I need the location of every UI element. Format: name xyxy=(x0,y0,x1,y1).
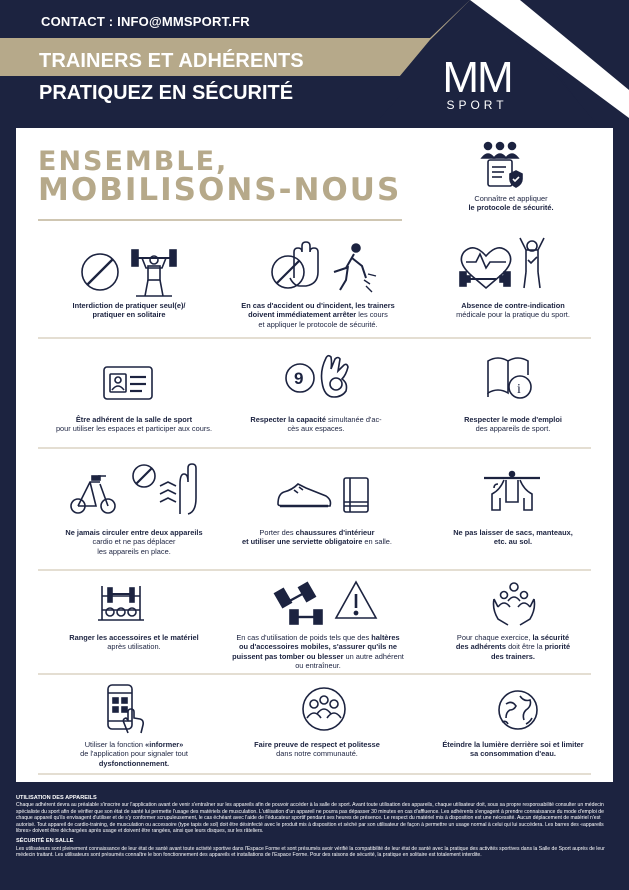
logo-sub-text: SPORT xyxy=(446,98,508,112)
store-accessories-icon xyxy=(96,582,146,622)
rule-text-part: cès aux espaces. xyxy=(287,424,345,434)
rule-text-part: des trainers. xyxy=(491,651,535,661)
row-separator xyxy=(38,337,591,339)
rule-text-part: en salle. xyxy=(362,537,392,547)
footer-section1-title: UTILISATION DES APPAREILS xyxy=(16,795,97,801)
main-title-line1: ENSEMBLE, xyxy=(38,146,229,177)
rule-text-part: Ranger les accessoires et le matériel xyxy=(69,633,199,642)
rule-text-part: Interdiction de pratiquer seul(e)/ xyxy=(72,301,186,310)
rule-text-part: Porter des xyxy=(259,528,296,537)
rule-text xyxy=(34,633,234,652)
rule-text-part: doivent immédiatement arrêter xyxy=(248,310,357,320)
rule-text-part: etc. au sol. xyxy=(493,537,533,547)
rule-text-part: simultanée d'ac- xyxy=(325,415,382,424)
member-card-icon xyxy=(102,365,154,401)
rule-text-part: Respecter le mode d'emploi xyxy=(464,415,562,424)
footer-section1-text: Chaque adhérent devra au préalable s'inscrire sur l'application avant de venir s'entraîner sur les appareils afin de pouvoir accéder à la salle de sport. Avant toute utilisation des appareils, chaque utilisateur doit, sous sa propre responsabilité consulter un médecin spécialiste du sport afin de vérifier que son état de santé lui permette l'usage des matériels de musculation. L'utilisation d'un appareil ne pourra pas dépasser 30 minutes en cas d'affluence. Les adhérents s'engagent à prendre connaissance du mode d'emploi de chaque appareil qu'ils envisagent d'utiliser et de s'y conformer scrupuleusement, le cas échéant avec l'aide de l'éducateur sportif pendant ses heures de présence. Le respect du matériel mis à disposition est une nécessité. Aucun déplacement de matériel n'est autorisé. Tout appareil de cardio-training, de musculation ou accessoire (type tapis de sol) doit être désinfecté avec le produit mis à disposition et séché par son utilisateur de façon à permettre un usage normal à celui qui lui succédera. Les barres des «appareils libres» doivent être déchargées après usage et doivent être rangées, ainsi que leurs disques, sur les râteliers. xyxy=(16,802,604,835)
rule-text-part: médicale pour la pratique du sport. xyxy=(456,310,570,320)
footer-section2-text: Les utilisateurs sont pleinement connaissance de leur état de santé avant toute activité sportive dans l'Espace Forme et sont présumés avoir vérifié la compatibilité de leur état de santé avec la pratique des activités sportives dans la Salle de Sport auprès de leur médecin traitant. Les utilisateurs sont présumés connaître le bon fonctionnement des appareils et installations de l'Espace Forme. Pour des raisons de sécurité, la pratique en solitaire est totalement interdite. xyxy=(16,845,605,859)
svg-text:i: i xyxy=(517,382,521,397)
rule-text-part: dans notre communauté. xyxy=(276,749,358,759)
rule-text-part: dysfonctionnement. xyxy=(98,758,170,768)
rule-text-part: Absence de contre-indication xyxy=(461,301,565,310)
rule-text xyxy=(420,740,606,759)
rule-text-part: priorité xyxy=(544,642,571,652)
rule-text-part: Utiliser la fonction xyxy=(84,740,146,749)
app-report-icon xyxy=(104,683,144,735)
rule-text xyxy=(34,528,234,556)
rule-text-part: pratiquer en solitaire xyxy=(92,310,166,320)
title-underline xyxy=(38,219,402,221)
rule-text-part: les appareils en place. xyxy=(97,546,171,556)
rule-text-part: chaussures d'intérieur xyxy=(295,528,375,537)
rule-text-part: doit être la xyxy=(506,642,545,652)
rule-text-part: sa consommation d'eau. xyxy=(470,749,556,759)
rule-text-part: des appareils de sport. xyxy=(475,424,551,434)
rule-text-part: ou entraîneur. xyxy=(295,660,341,670)
medical-check-icon xyxy=(458,236,550,292)
rule-text xyxy=(426,633,600,661)
rule-text-part: haltères xyxy=(371,633,400,642)
rule-text xyxy=(426,528,600,547)
rule-text-part: ou d'accessoires mobiles, s'assurer qu'ils ne xyxy=(238,642,398,652)
shoes-towel-icon xyxy=(274,474,374,514)
mm-sport-logo xyxy=(432,53,522,118)
rule-text xyxy=(222,528,412,547)
rule-text-part: Ne pas laisser de sacs, manteaux, xyxy=(453,528,573,537)
footer-section2-title: SÉCURITÉ EN SALLE xyxy=(16,838,74,845)
rule-text xyxy=(226,415,406,434)
rule-text-part: puissent pas tomber ou blesser xyxy=(232,651,344,661)
weights-warning-icon xyxy=(270,576,380,626)
rule-text-part: Pour chaque exercice, xyxy=(456,633,533,642)
rule-text-part: En cas d'accident ou d'incident, les trainers xyxy=(241,301,395,310)
rule-text-part: Connaître et appliquer xyxy=(474,194,548,203)
respect-icon xyxy=(300,686,348,732)
rule-text xyxy=(34,301,224,320)
row-separator xyxy=(38,673,591,675)
accident-stop-icon xyxy=(268,240,382,294)
logo-main-text: MM xyxy=(442,53,512,102)
member-safety-icon xyxy=(490,577,538,627)
rule-text-part: Respecter la capacité xyxy=(250,415,326,424)
eco-light-icon xyxy=(496,688,540,732)
rule-text xyxy=(34,415,234,434)
rule-text xyxy=(426,301,600,320)
no-bags-icon xyxy=(482,470,542,514)
rule-text-part: un autre adhérent xyxy=(343,651,404,661)
capacity-icon xyxy=(278,352,358,402)
rule-text xyxy=(436,194,586,213)
rule-text-part: la sécurité xyxy=(532,633,570,642)
footer-legal xyxy=(16,795,613,863)
no-solo-training-icon xyxy=(76,246,182,298)
rule-text-part: des adhérents xyxy=(455,642,507,652)
protocol-icon xyxy=(474,140,526,188)
svg-text:9: 9 xyxy=(294,369,304,388)
row-separator xyxy=(38,447,591,449)
rule-text-part: et utiliser une serviette obligatoire xyxy=(242,537,363,547)
row-separator xyxy=(38,773,591,775)
header-title-line1: TRAINERS ET ADHÉRENTS xyxy=(39,50,304,72)
rule-text-part: après utilisation. xyxy=(107,642,161,652)
rules-sheet xyxy=(16,128,613,782)
rule-text xyxy=(34,740,234,768)
rule-text xyxy=(426,415,600,434)
rule-text-part: le protocole de sécurité. xyxy=(468,203,554,213)
rule-text xyxy=(220,633,416,670)
rule-text-part: «informer» xyxy=(145,740,184,749)
rule-text xyxy=(222,740,412,759)
manual-icon xyxy=(484,351,534,401)
rule-text-part: En cas d'utilisation de poids tels que des xyxy=(236,633,372,642)
rule-text-part: Faire preuve de respect et politesse xyxy=(254,740,380,749)
rule-text-part: pour utiliser les espaces et participer aux cours. xyxy=(55,424,213,434)
no-circulating-icon xyxy=(68,462,198,518)
contact-email[interactable]: CONTACT : INFO@MMSPORT.FR xyxy=(41,14,250,29)
rule-text-part: Ne jamais circuler entre deux appareils xyxy=(65,528,203,537)
rule-text xyxy=(220,301,416,329)
rule-text-part: Être adhérent de la salle de sport xyxy=(75,415,193,424)
main-title-line2: MOBILISONS-NOUS xyxy=(38,172,402,208)
rule-text-part: cardio et ne pas déplacer xyxy=(92,537,176,547)
rule-text-part: de l'application pour signaler tout xyxy=(80,749,188,759)
rule-text-part: et appliquer le protocole de sécurité. xyxy=(258,319,378,329)
row-separator xyxy=(38,569,591,571)
rule-text-part: Éteindre la lumière derrière soi et limiter xyxy=(442,740,584,749)
header xyxy=(0,0,629,128)
header-title-line2: PRATIQUEZ EN SÉCURITÉ xyxy=(39,82,294,104)
rule-text-part: les cours xyxy=(356,310,388,320)
